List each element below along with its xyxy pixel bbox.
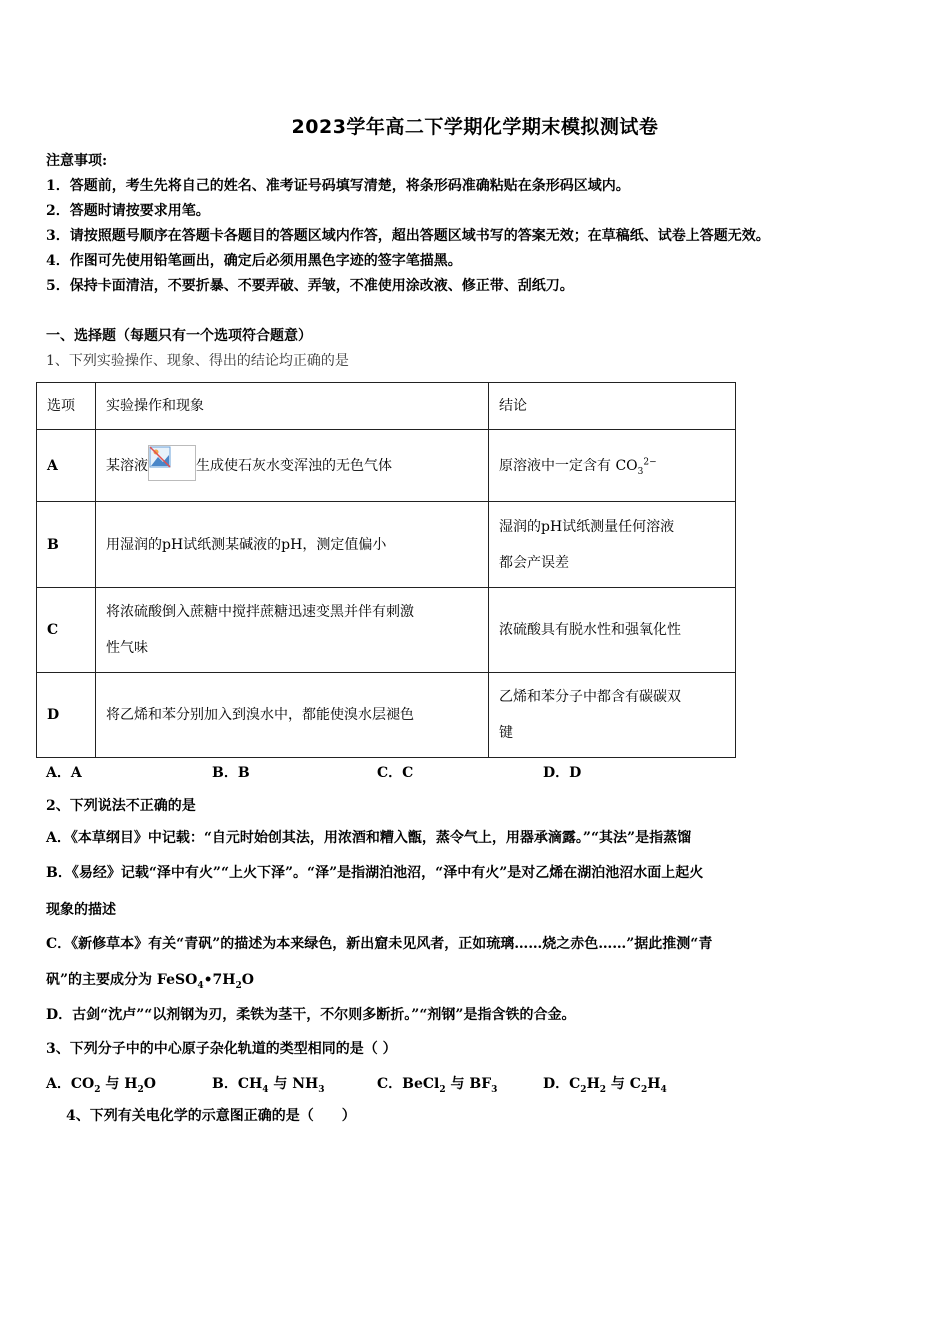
- table-header-row: [37, 383, 736, 430]
- header-cell: 结论: [489, 383, 736, 430]
- text-run: H: [586, 1076, 600, 1092]
- conclusion-cell: [489, 673, 736, 758]
- header-cell: 实验操作和现象: [96, 383, 489, 430]
- conclusion-cell: [489, 502, 736, 588]
- header-cell: 选项: [37, 383, 96, 430]
- notice-item: 3．请按照题号顺序在答题卡各题目的答题区域内作答，超出答题区域书写的答案无效；在草稿纸、试卷上答题无效。: [46, 228, 770, 244]
- conclusion-text: 原溶液中一定含有 CO: [499, 457, 638, 474]
- notice-item: 5．保持卡面清洁，不要折暴、不要弄破、弄皱，不准使用涂改液、修正带、刮纸刀。: [46, 278, 574, 294]
- conclusion-line: 乙烯和苯分子中都含有碳碳双: [499, 689, 681, 705]
- broken-image-icon: [148, 445, 196, 481]
- question-2-option-b-cont: 现象的描述: [46, 902, 116, 918]
- subscript: 2: [235, 980, 242, 991]
- option-cell: B: [37, 502, 96, 588]
- notice-item: 4．作图可先使用铅笔画出，确定后必须用黑色字迹的签字笔描黑。: [46, 253, 462, 269]
- answer-choice: [543, 1073, 667, 1093]
- operation-cell: [96, 588, 489, 673]
- text-run: 与 NH: [268, 1076, 319, 1092]
- subscript: 3: [637, 466, 644, 477]
- subscript: 3: [491, 1084, 498, 1095]
- text-run: C．BeCl: [377, 1076, 440, 1092]
- notice-item: 1．答题前，考生先将自己的姓名、准考证号码填写清楚，将条形码准确粘贴在条形码区域内。: [46, 178, 630, 194]
- text-run: D．C: [543, 1076, 581, 1092]
- answer-choice: [46, 1073, 156, 1093]
- option-cell: A: [37, 430, 96, 502]
- operation-cell: 将乙烯和苯分别加入到溴水中，都能使溴水层褪色: [96, 673, 489, 758]
- text-run: H: [647, 1076, 661, 1092]
- question-2-option-b: B．《易经》记载“泽中有火”“上火下泽”。“泽”是指湖泊池沼，“泽中有火”是对乙烯在湖泊池沼水面上起火: [46, 865, 704, 881]
- conclusion-line: 湿润的pH试纸测量任何溶液: [499, 518, 675, 535]
- conclusion-line: 都会产误差: [499, 554, 569, 571]
- text-run: 与 BF: [445, 1076, 492, 1092]
- question-2-stem: 2、下列说法不正确的是: [46, 798, 196, 814]
- subscript: 2: [439, 1084, 446, 1095]
- answer-choice: C．C: [377, 765, 414, 781]
- question-1-table: [36, 382, 736, 758]
- text-run: O: [241, 972, 254, 988]
- question-1-stem: 1、下列实验操作、现象、得出的结论均正确的是: [46, 353, 349, 369]
- conclusion-cell: 浓硫酸具有脱水性和强氧化性: [489, 588, 736, 673]
- text-run: A．CO: [46, 1076, 95, 1092]
- option-cell: D: [37, 673, 96, 758]
- conclusion-cell: [489, 430, 736, 502]
- text-run: B．CH: [212, 1076, 263, 1092]
- notice-heading: 注意事项:: [46, 153, 108, 169]
- answer-choice: D．D: [543, 765, 582, 781]
- subscript: 4: [197, 980, 204, 991]
- text-run: 与 H: [100, 1076, 138, 1092]
- text-run: 与 C: [606, 1076, 641, 1092]
- operation-line: 性气味: [106, 640, 148, 656]
- text-run: O: [143, 1076, 156, 1092]
- question-2-option-c: C．《新修草本》有关“青矾”的描述为本来绿色，新出窟未见风者，正如琉璃……烧之赤色……”据此推测“青: [46, 936, 713, 952]
- operation-text: 生成使石灰水变浑浊的无色气体: [196, 457, 392, 474]
- subscript: 2: [580, 1084, 587, 1095]
- question-2-option-a: A．《本草纲目》中记载：“自元时始创其法，用浓酒和糟入甑，蒸令气上，用器承滴露。”“其法”是指蒸馏: [46, 830, 692, 846]
- question-3-stem: 3、下列分子中的中心原子杂化轨道的类型相同的是（ ）: [46, 1041, 397, 1057]
- subscript: 4: [660, 1084, 667, 1095]
- subscript: 3: [318, 1084, 325, 1095]
- answer-choice: A．A: [46, 765, 82, 781]
- answer-choice: [377, 1073, 497, 1093]
- question-2-option-c-cont: [46, 970, 254, 990]
- table-row: [37, 430, 736, 502]
- table-row: [37, 673, 736, 758]
- notice-item: 2．答题时请按要求用笔。: [46, 203, 210, 219]
- subscript: 2: [640, 1084, 648, 1095]
- operation-cell: [96, 430, 489, 502]
- section-heading: 一、选择题（每题只有一个选项符合题意）: [46, 328, 312, 344]
- question-2-option-d: D．古剑“沈卢”“以剂钢为刃，柔铁为茎干，不尔则多断折。”“剂钢”是指含铁的合金。: [46, 1007, 576, 1023]
- operation-cell: 用湿润的pH试纸测某碱液的pH，测定值偏小: [96, 502, 489, 588]
- subscript: 2: [599, 1084, 607, 1095]
- answer-choice: [212, 1073, 325, 1093]
- page-title: 2023学年高二下学期化学期末模拟测试卷: [291, 116, 659, 138]
- text-run: 矾”的主要成分为 FeSO: [46, 972, 198, 988]
- operation-text: 某溶液: [106, 457, 148, 474]
- subscript: 2: [94, 1084, 101, 1095]
- subscript: 2: [137, 1084, 144, 1095]
- table-row: [37, 502, 736, 588]
- text-run: •7H: [203, 972, 236, 988]
- question-4-stem: 4、下列有关电化学的示意图正确的是（ ）: [66, 1108, 356, 1124]
- conclusion-line: 键: [499, 725, 513, 741]
- answer-choice: B．B: [212, 765, 250, 781]
- operation-line: 将浓硫酸倒入蔗糖中搅拌蔗糖迅速变黑并伴有刺激: [106, 604, 414, 620]
- subscript: 4: [262, 1084, 269, 1095]
- option-cell: C: [37, 588, 96, 673]
- table-row: [37, 588, 736, 673]
- superscript: 2−: [643, 456, 657, 467]
